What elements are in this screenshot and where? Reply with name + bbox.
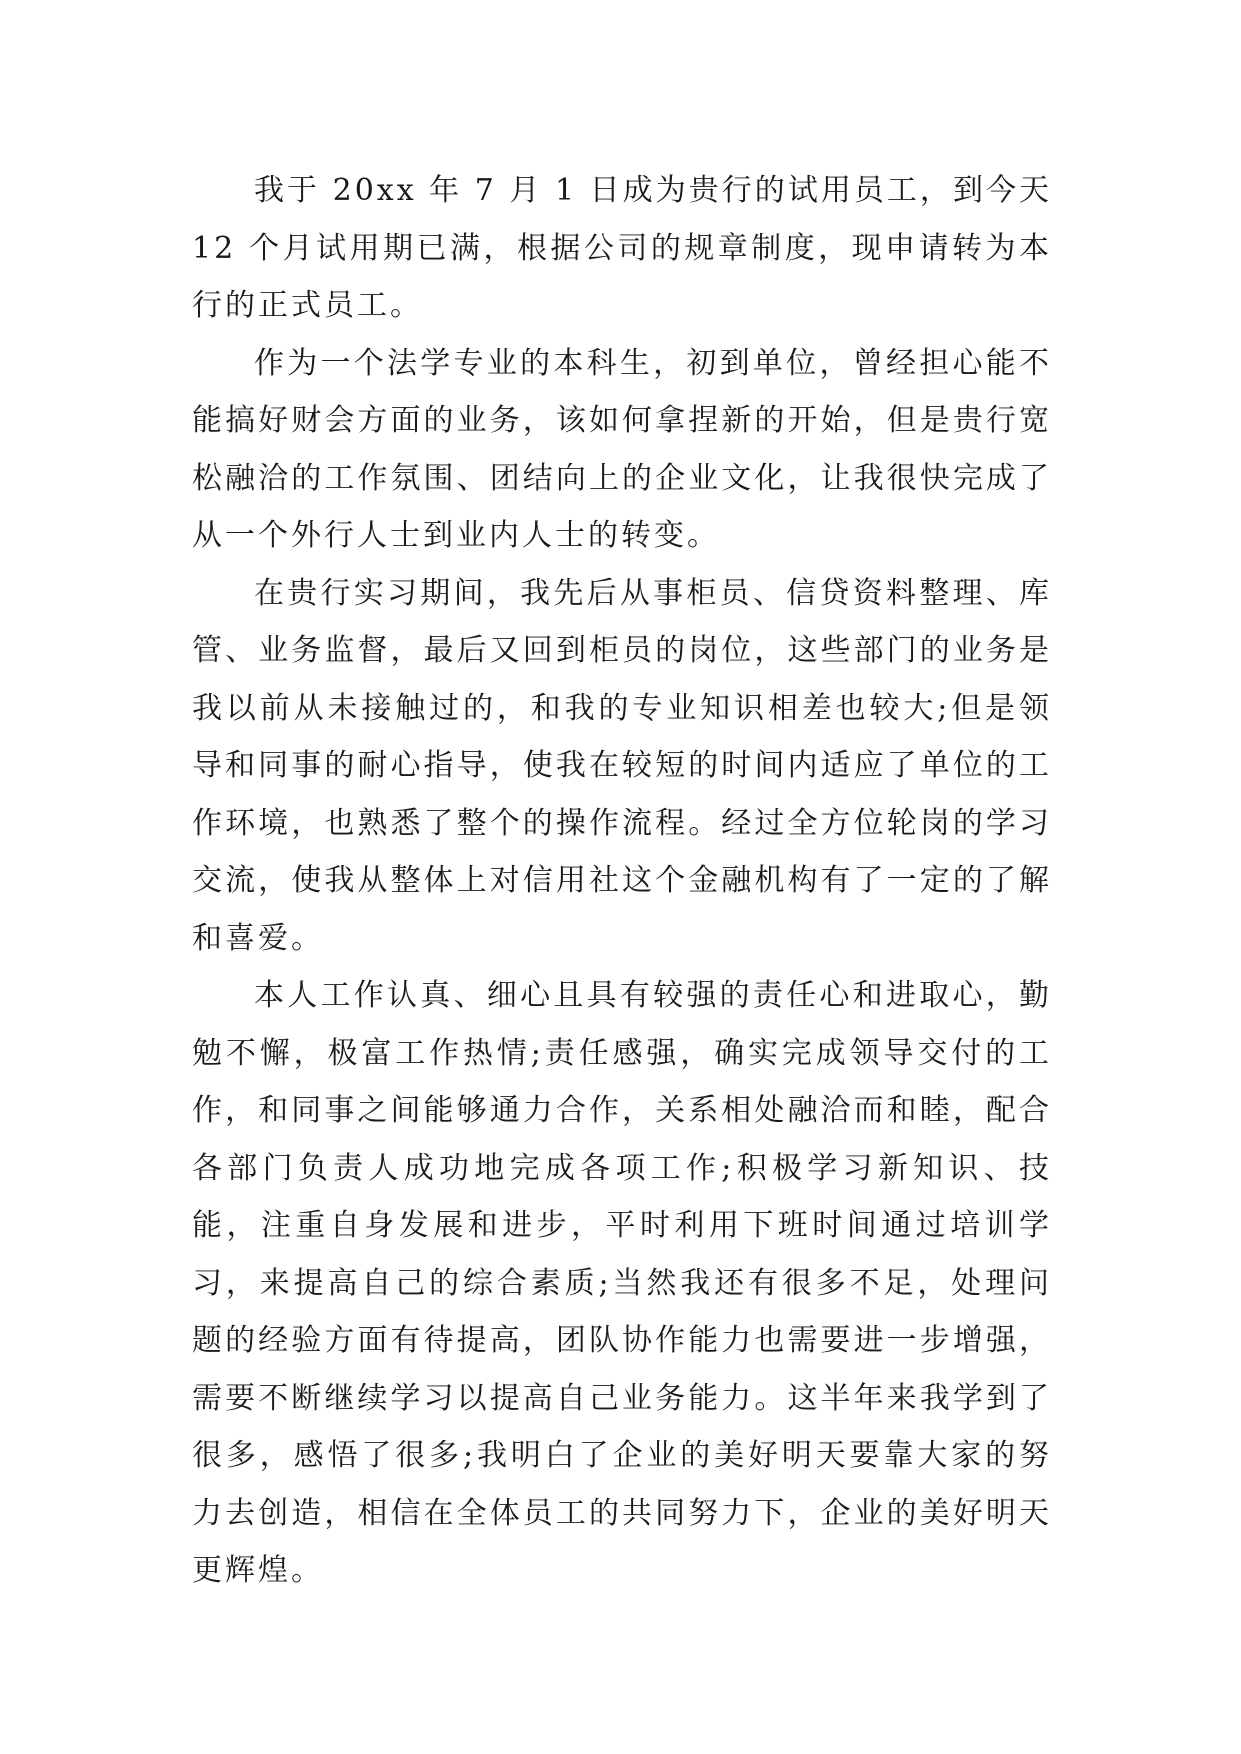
paragraph-2: 作为一个法学专业的本科生，初到单位，曾经担心能不能搞好财会方面的业务，该如何拿捏新的开始，但是贵行宽松融洽的工作氛围、团结向上的企业文化，让我很快完成了从一个外行人士到业内人士的转变。	[192, 345, 1052, 553]
document-body	[192, 162, 1052, 1600]
paragraph-1: 我于 20xx 年 7 月 1 日成为贵行的试用员工，到今天 12 个月试用期已满，根据公司的规章制度，现申请转为本行的正式员工。	[192, 173, 1052, 323]
paragraph-4: 本人工作认真、细心且具有较强的责任心和进取心，勤勉不懈，极富工作热情;责任感强，确实完成领导交付的工作，和同事之间能够通力合作，关系相处融洽而和睦，配合各部门负责人成功地完成各项工作;积极学习新知识、技能，注重自身发展和进步，平时利用下班时间通过培训学习，来提高自己的综合素质;当然我还有很多不足，处理问题的经验方面有待提高，团队协作能力也需要进一步增强，需要不断继续学习以提高自己业务能力。这半年来我学到了很多，感悟了很多;我明白了企业的美好明天要靠大家的努力去创造，相信在全体员工的共同努力下，企业的美好明天更辉煌。	[192, 978, 1052, 1588]
paragraph-3: 在贵行实习期间，我先后从事柜员、信贷资料整理、库管、业务监督，最后又回到柜员的岗位，这些部门的业务是我以前从未接触过的，和我的专业知识相差也较大;但是领导和同事的耐心指导，使我在较短的时间内适应了单位的工作环境，也熟悉了整个的操作流程。经过全方位轮岗的学习交流，使我从整体上对信用社这个金融机构有了一定的了解和喜爱。	[192, 575, 1052, 956]
